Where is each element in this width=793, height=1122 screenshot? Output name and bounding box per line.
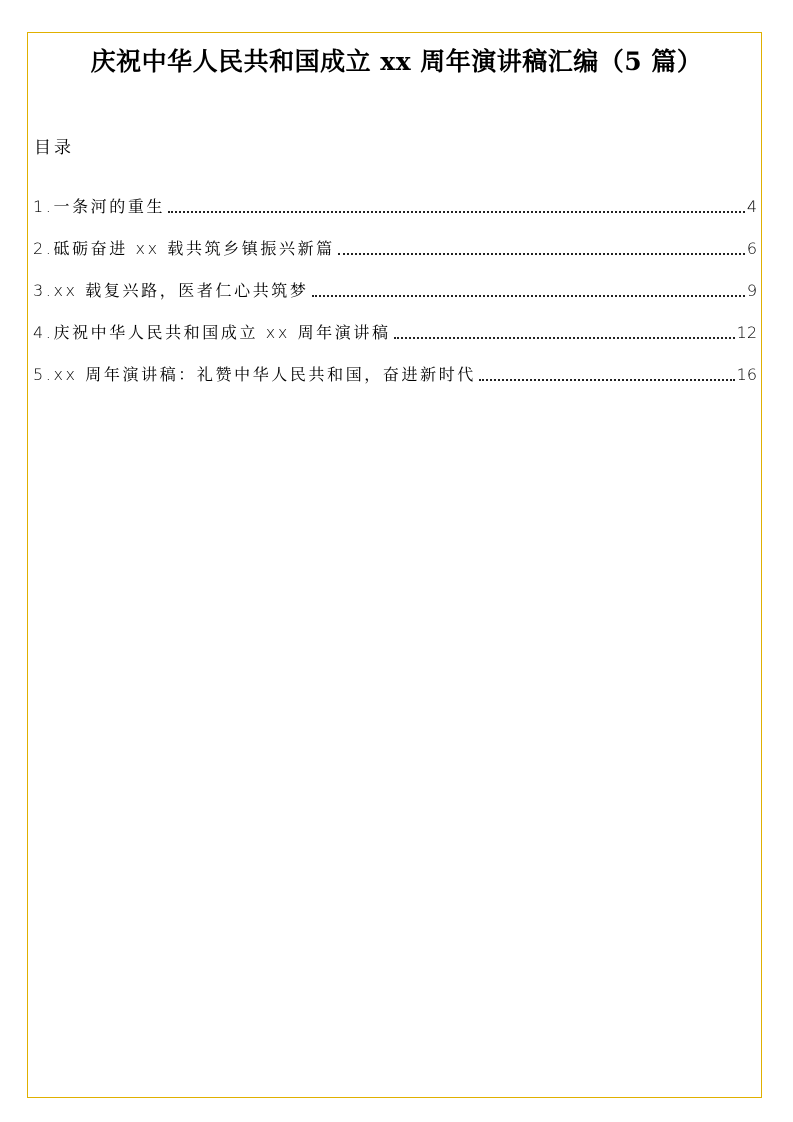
toc-entry-label: 2.砥砺奋进 xx 载共筑乡镇振兴新篇 [33, 239, 335, 258]
toc-page-number: 16 [736, 365, 757, 384]
toc-leader-dots [312, 295, 745, 297]
toc-leader-dots [338, 253, 745, 255]
toc-leader-dots [168, 211, 745, 213]
toc-entry-label: 4.庆祝中华人民共和国成立 xx 周年演讲稿 [33, 323, 391, 342]
toc-page-number: 12 [736, 323, 757, 342]
toc-leader-dots [479, 379, 735, 381]
toc-entry-2[interactable] [33, 220, 757, 262]
toc-entry-5[interactable] [33, 346, 757, 388]
toc-leader-dots [394, 337, 735, 339]
toc-heading: 目录 [34, 138, 74, 158]
toc-entry-4[interactable] [33, 304, 757, 346]
toc-entry-label: 3.xx 载复兴路，医者仁心共筑梦 [33, 281, 309, 300]
toc-page-number: 9 [746, 281, 757, 300]
toc-entry-label: 1.一条河的重生 [33, 197, 166, 216]
toc-page-number: 4 [746, 197, 757, 216]
toc-entry-3[interactable] [33, 262, 757, 304]
toc-entry-label: 5.xx 周年演讲稿：礼赞中华人民共和国，奋进新时代 [33, 365, 476, 384]
document-title: 庆祝中华人民共和国成立 xx 周年演讲稿汇编（5 篇） [90, 47, 703, 76]
table-of-contents [33, 178, 757, 388]
toc-page-number: 6 [746, 239, 757, 258]
toc-entry-1[interactable] [33, 178, 757, 220]
